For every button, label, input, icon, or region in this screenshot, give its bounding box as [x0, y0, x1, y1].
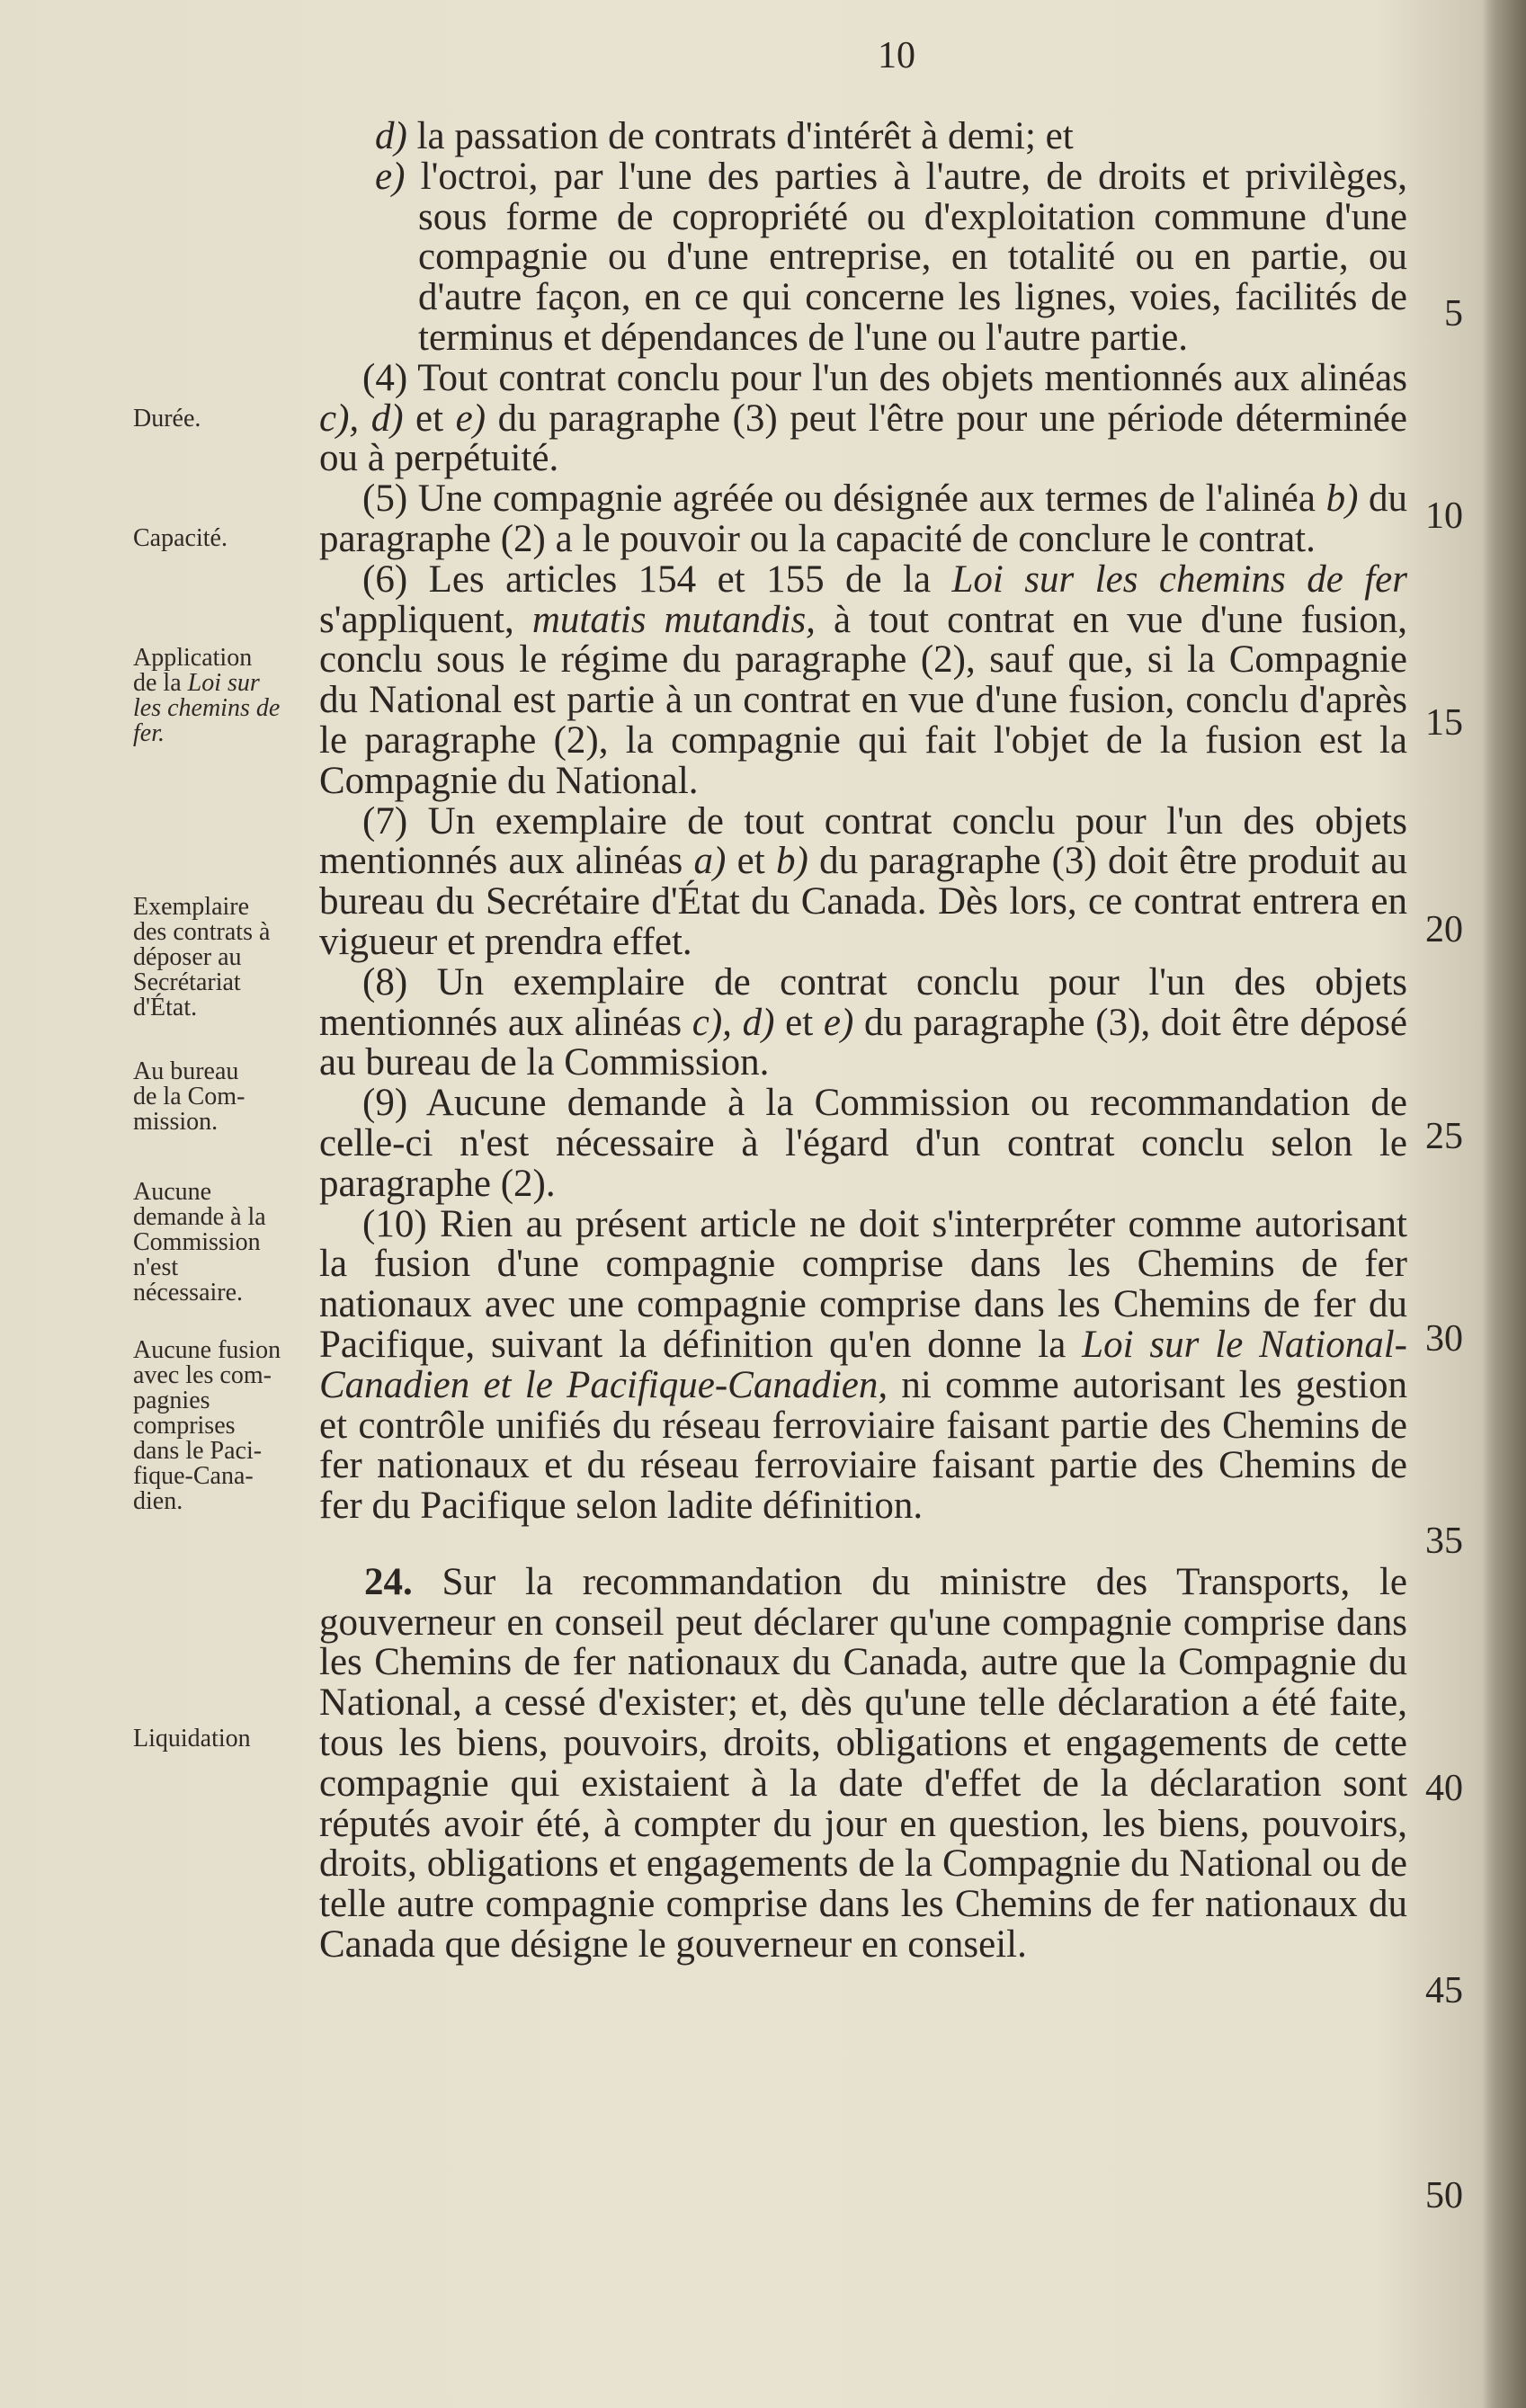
- line-number: 45: [1425, 1970, 1463, 2011]
- margin-note-line: avec les com-: [133, 1361, 272, 1389]
- margin-note-line: Application: [133, 644, 253, 672]
- margin-note-capacite: Capacité.: [133, 524, 228, 552]
- margin-note-liquidation: Liquidation: [133, 1725, 251, 1752]
- margin-note-line: pagnies: [133, 1387, 210, 1414]
- line-number: 20: [1425, 909, 1463, 950]
- margin-note-line: des contrats à: [133, 918, 271, 946]
- line-number: 25: [1425, 1116, 1463, 1157]
- line-number: 40: [1425, 1768, 1463, 1809]
- margin-note-line: Aucune fusion: [133, 1336, 281, 1364]
- margin-note-bureau: [133, 1059, 322, 1135]
- margin-note-line: les chemins de: [133, 694, 281, 722]
- margin-note-line: nécessaire.: [133, 1279, 244, 1307]
- margin-note-application: [133, 646, 322, 746]
- margin-note-line: dien.: [133, 1487, 183, 1515]
- margin-note-line: fique-Cana-: [133, 1462, 254, 1490]
- margin-note-line: n'est: [133, 1253, 179, 1281]
- margin-note-line: demande à la: [133, 1203, 266, 1231]
- paragraph-5: (5) Une compagnie agréée ou désignée aux termes de l'alinéa b) du paragraphe (2) a le pouvoir ou la capacité de conclure le contrat.: [319, 477, 1407, 560]
- line-number: 35: [1425, 1521, 1463, 1562]
- paragraph-10: (10) Rien au présent article ne doit s'interpréter comme autorisant la fusion d'une compagnie comprise dans les Chemins de fer nationaux avec une compagnie comprise dans les Chemins de fer du Pacifique, suivant la définition qu'en donne la Loi sur le National-Canadien et le Pacifique-Canadien, ni comme autorisant les gestion et contrôle unifiés du réseau ferroviaire faisant partie des Chemins de fer nationaux et du réseau ferroviaire faisant partie des Chemins de fer du Pacifique selon ladite définition.: [319, 1202, 1408, 1528]
- margin-note-line: Au bureau: [133, 1057, 239, 1085]
- line-number: 50: [1425, 2175, 1463, 2216]
- paragraph-6: (6) Les articles 154 et 155 de la Loi sur les chemins de fer s'appliquent, mutatis mutandis, à tout contrat en vue d'une fusion, conclu sous le régime du paragraphe (2), sauf que, si la Compagnie du National est partie à un contrat en vue d'une fusion, conclu d'après le paragraphe (2), la compagnie qui fait l'objet de la fusion est la Compagnie du National.: [319, 557, 1407, 802]
- margin-note-line: de la Com-: [133, 1083, 245, 1110]
- margin-note-line: Commission: [133, 1228, 261, 1256]
- line-number: 15: [1425, 702, 1463, 744]
- margin-note-line: comprises: [133, 1412, 236, 1440]
- margin-note-aucune-demande: [133, 1180, 322, 1306]
- paragraph-4: (4) Tout contrat conclu pour l'un des objets mentionnés aux alinéas c), d) et e) du paragraphe (3) peut l'être pour une période déterminée ou à perpétuité.: [319, 356, 1407, 480]
- section-24: 24. Sur la recommandation du ministre des Transports, le gouverneur en conseil peut déclarer qu'une compagnie comprise dans les Chemins de fer nationaux du Canada, autre que la Compagnie du National, a cessé d'exister; et, dès qu'une telle déclaration a été faite, tous les biens, pouvoirs, droits, obligations et engagements de cette compagnie qui existaient à la date d'effet de la déclaration sont réputés avoir été, à compter du jour en question, les biens, pouvoirs, droits, obligations et engagements de la Compagnie du National ou de telle autre compagnie comprise dans les Chemins de fer nationaux du Canada que désigne le gouverneur en conseil.: [319, 1560, 1407, 1967]
- margin-note-line: Secrétariat: [133, 968, 241, 996]
- margin-note-line: déposer au: [133, 943, 242, 971]
- margin-note-line: dans le Paci-: [133, 1437, 263, 1465]
- margin-note-line: mission.: [133, 1108, 219, 1136]
- margin-note-duree: Durée.: [133, 405, 201, 433]
- line-number: 30: [1425, 1318, 1463, 1360]
- paragraph-e: e) l'octroi, par l'une des parties à l'autre, de droits et privilèges, sous forme de copropriété ou d'exploitation commune d'une compagnie ou d'une entreprise, en totalité ou en partie, ou d'autre façon, en ce qui concerne les lignes, voies, facilités de terminus et dépendances de l'une ou l'autre partie.: [375, 155, 1407, 359]
- margin-note-exemplaire: [133, 895, 322, 1021]
- paragraph-8: (8) Un exemplaire de contrat conclu pour l'un des objets mentionnés aux alinéas c), d) et e) du paragraphe (3), doit être déposé au bureau de la Commission.: [319, 960, 1407, 1084]
- paragraph-9: (9) Aucune demande à la Commission ou recommandation de celle-ci n'est nécessaire à l'égard d'un contrat conclu selon le paragraphe (2).: [319, 1082, 1407, 1205]
- margin-note-line: Aucune: [133, 1178, 212, 1206]
- paragraph-d: d) la passation de contrats d'intérêt à demi; et: [375, 115, 1074, 157]
- body-text: [319, 117, 1407, 1966]
- margin-note-aucune-fusion: [133, 1338, 322, 1514]
- margin-note-line: Exemplaire: [133, 893, 250, 921]
- margin-note-line: fer.: [133, 719, 165, 747]
- margin-note-line: de la Loi sur: [133, 669, 260, 697]
- line-number: 5: [1444, 293, 1463, 334]
- margin-note-line: d'État.: [133, 994, 198, 1021]
- paragraph-7: (7) Un exemplaire de tout contrat conclu pour l'un des objets mentionnés aux alinéas a) et b) du paragraphe (3) doit être produit au bureau du Secrétaire d'État du Canada. Dès lors, ce contrat entrera en vigueur et prendra effet.: [319, 799, 1407, 963]
- page-number: 10: [878, 35, 915, 76]
- line-number: 10: [1425, 495, 1463, 537]
- page-edge-shadow: [1483, 0, 1526, 2408]
